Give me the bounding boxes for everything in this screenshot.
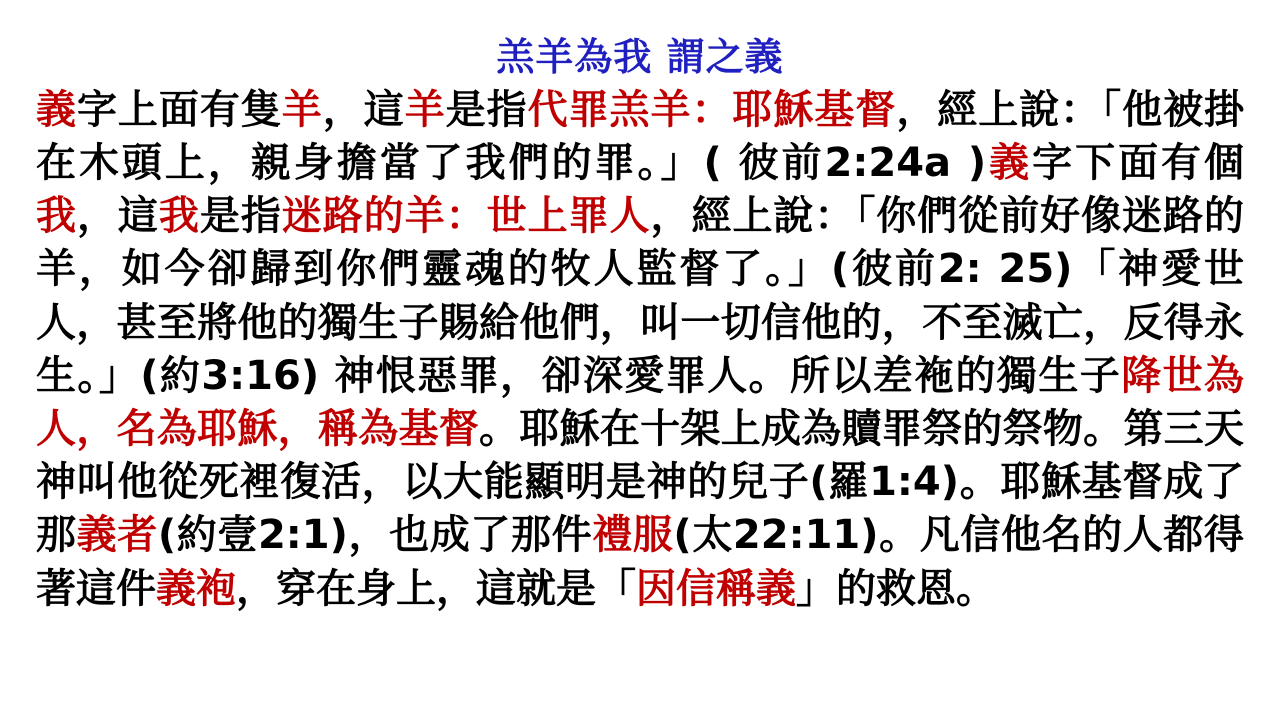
text-segment: ，這 <box>76 193 159 240</box>
text-segment: 字上面有隻 <box>76 86 282 133</box>
text-segment: 是指 <box>445 86 528 133</box>
slide-title: 羔羊為我 謂之義 <box>496 35 784 79</box>
text-segment: ，經上說：「你們從前好像迷路的羊，如今卻歸到你們靈魂的牧人監督了。」(彼前2: 25)「神愛世人，甚至將他的獨生子賜給他們，叫一切信他的，不至滅亡，反得永生。」(約3:16) 神恨惡罪，卻深愛罪人。所以差袘的獨生子 <box>36 193 1245 399</box>
text-segment: (太22:11)。凡信他名的人都得著這件 <box>36 512 1245 612</box>
text-segment: 降世為人，名為耶穌，稱為基督 <box>36 352 1245 453</box>
text-segment: 我 <box>158 193 200 240</box>
text-segment: 羊 <box>404 86 446 133</box>
text-segment: 義袍 <box>156 565 236 612</box>
text-segment: 禮服 <box>592 512 674 559</box>
text-segment: 代罪羔羊：耶穌基督 <box>527 86 897 133</box>
text-segment: 羊 <box>281 86 323 133</box>
text-segment: 是指 <box>199 193 282 240</box>
text-segment: ，經上說：「他被掛在木頭上，親身擔當了我們的罪。」( 彼前2:24a ) <box>36 86 1245 187</box>
text-segment: 義 <box>36 86 77 133</box>
text-segment: 義 <box>986 140 1033 187</box>
text-segment: 迷路的羊：世上罪人 <box>281 193 651 240</box>
text-segment: 我 <box>36 193 77 240</box>
text-segment: ，這 <box>322 86 405 133</box>
text-segment: 」的救恩。 <box>796 565 996 612</box>
text-segment: (約壹2:1)，也成了那件 <box>157 512 593 559</box>
text-segment: 因信稱義 <box>636 565 796 612</box>
text-segment: 義者 <box>76 512 158 559</box>
text-segment: 字下面有個 <box>1032 140 1245 187</box>
text-segment: 。耶穌在十架上成為贖罪祭的祭物。第三天神叫他從死裡復活，以大能顯明是神的兒子(羅1:4)。耶穌基督成了那 <box>36 406 1245 559</box>
slide-body <box>36 84 1244 616</box>
text-segment: ，穿在身上，這就是「 <box>236 565 636 612</box>
